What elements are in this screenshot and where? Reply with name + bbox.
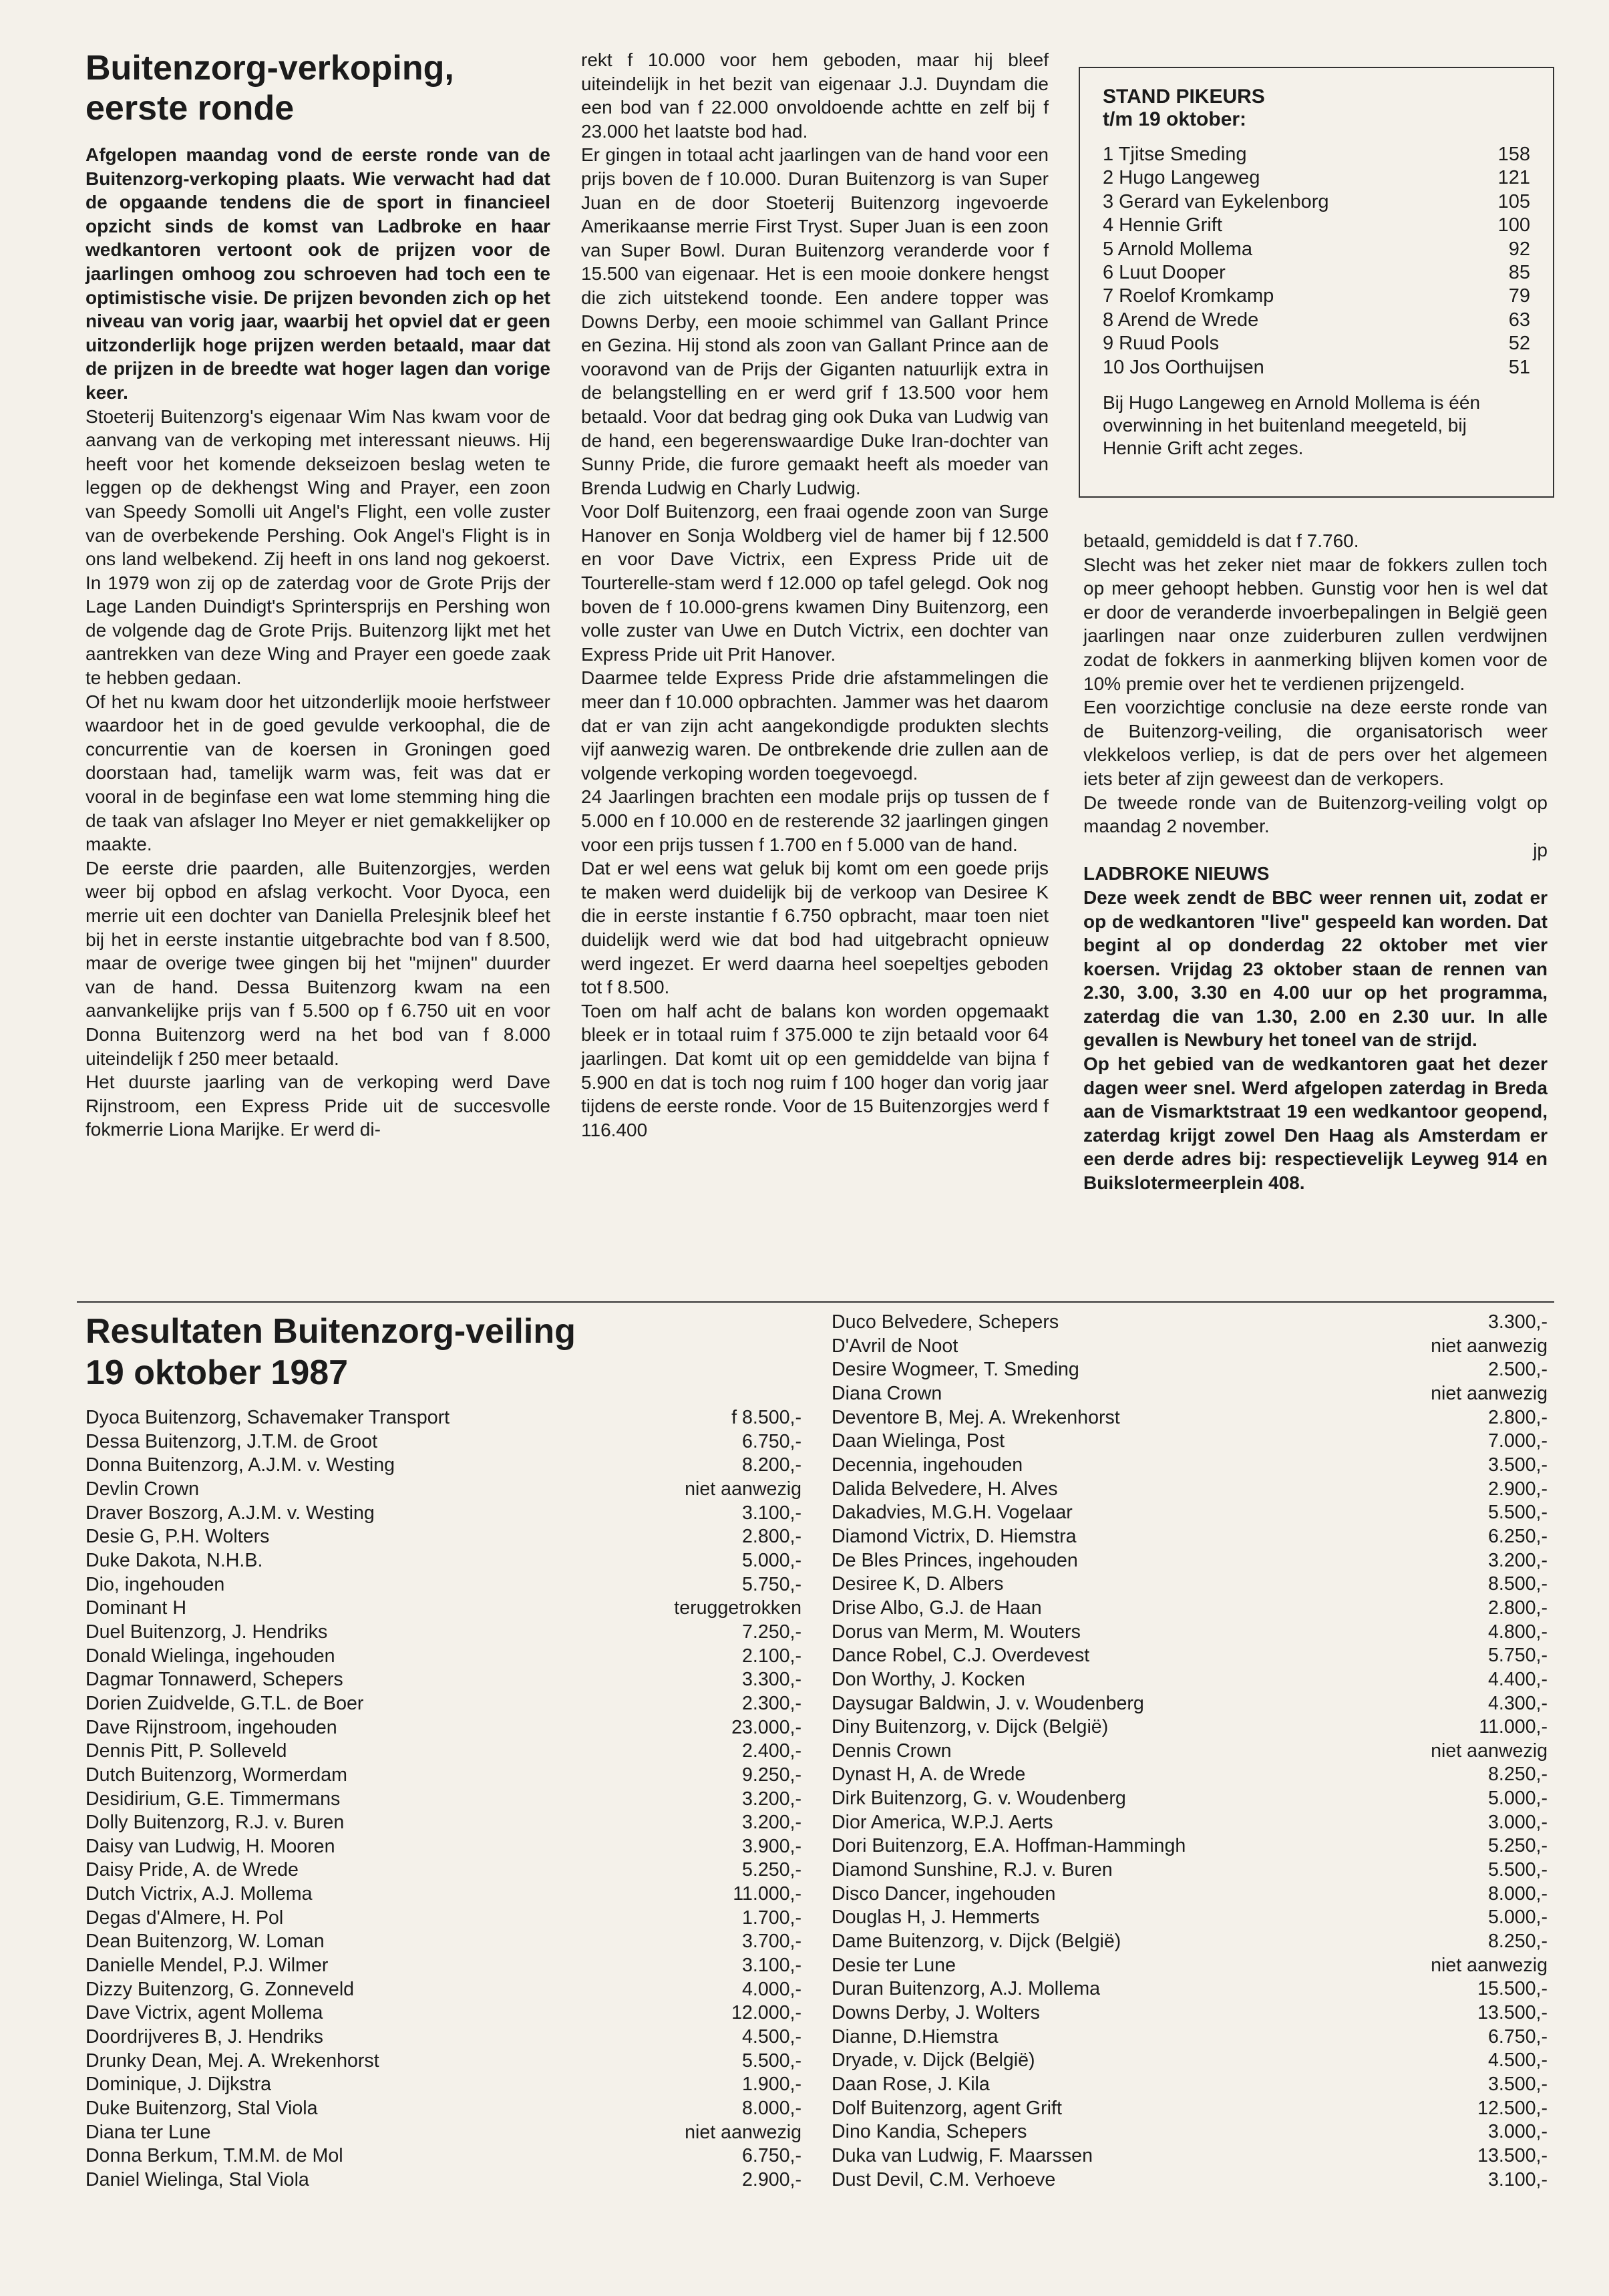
- horse-buyer: Dominique, J. Dijkstra: [85, 2074, 272, 2096]
- result-row: [832, 1787, 1548, 1811]
- result-row: [85, 2097, 801, 2121]
- horse-buyer: Dorien Zuidvelde, G.T.L. de Boer: [85, 1692, 364, 1714]
- stand-score: 105: [1497, 190, 1530, 212]
- article-signature: jp: [1533, 839, 1548, 860]
- horse-buyer: D'Avril de Noot: [832, 1335, 958, 1357]
- horse-buyer: Duka van Ludwig, F. Maarssen: [832, 2144, 1093, 2166]
- price: 8.000,-: [741, 2098, 801, 2120]
- result-row: [85, 2144, 801, 2168]
- horse-buyer: Donald Wielinga, ingehouden: [85, 1645, 335, 1667]
- price: 6.750,-: [741, 2145, 801, 2167]
- result-row: [832, 1335, 1548, 1359]
- col2-paragraph: Voor Dolf Buitenzorg, een fraai ogende zoon van Surge Hanover en Sonja Woldberg viel de hamer bij f 12.500 en voor Dave Victrix, een Express Pride uit de Tourterelle-stam werd f 12.000 op tafel gelegd. Ook nog boven de f 10.000-grens kwamen Diny Buitenzorg, een volle zuster van Uwe en Dutch Victrix, een dochter van Express Pride uit Prit Hanover.: [581, 501, 1049, 665]
- ladbroke-paragraph: Deze week zendt de BBC weer rennen uit, zodat er op de wedkantoren "live" gespeeld kan worden. Dat begint al op donderdag 22 oktober met vier koersen. Vrijdag 23 oktober staan de rennen van 2.30, 3.00, 3.30 en 4.00 uur op het programma, zaterdag die van 1.30, 2.00 en 2.30 uur. In alle gevallen is Newbury het toneel van de strijd.: [1083, 886, 1548, 1051]
- result-row: [85, 1549, 801, 1573]
- price: 11.000,-: [1479, 1716, 1548, 1738]
- col1-paragraph: Het duurste jaarling van de verkoping werd Dave Rijnstroom, een Express Pride uit de succesvolle fokmerrie Liona Marijke. Er werd di-: [85, 1072, 550, 1140]
- horse-buyer: Dave Rijnstroom, ingehouden: [85, 1716, 337, 1738]
- result-row: [85, 1430, 801, 1454]
- price: 3.700,-: [741, 1931, 801, 1953]
- stand-row: [1103, 309, 1530, 332]
- stand-score: 158: [1497, 144, 1530, 165]
- horse-buyer: Dakadvies, M.G.H. Vogelaar: [832, 1502, 1073, 1524]
- price: 8.250,-: [1487, 1931, 1548, 1953]
- stand-list: [1103, 143, 1530, 379]
- stand-row: [1103, 166, 1530, 190]
- stand-name: 1 Tjitse Smeding: [1103, 144, 1247, 165]
- horse-buyer: Diny Buitenzorg, v. Dijck (België): [832, 1716, 1109, 1738]
- result-row: [85, 1954, 801, 1978]
- result-row: [85, 1645, 801, 1669]
- stand-name: 6 Luut Dooper: [1103, 262, 1226, 284]
- result-row: [85, 1621, 801, 1645]
- price: 4.800,-: [1487, 1621, 1548, 1643]
- result-row: [85, 1502, 801, 1526]
- horse-buyer: De Bles Princes, ingehouden: [832, 1549, 1078, 1571]
- col2-paragraph: Daarmee telde Express Pride drie afstammelingen die meer dan f 10.000 opbrachten. Jammer was het daarom dat er van zijn acht aangekondigde produkten slechts vijf aanwezig waren. De ontbrekende drie zullen aan de volgende verkoping worden toegevoegd.: [581, 667, 1049, 784]
- price: 5.750,-: [1487, 1645, 1548, 1667]
- horse-buyer: Daniel Wielinga, Stal Viola: [85, 2169, 309, 2190]
- stand-pikeurs-box: [1079, 67, 1554, 498]
- result-row: [832, 1644, 1548, 1668]
- col1-paragraph: Stoeterij Buitenzorg's eigenaar Wim Nas kwam voor de aanvang van de verkoping met interessant nieuws. Hij heeft voor het komende dekseizoen beslag weten te leggen op de dekhengst Wing and Prayer, een zoon van Speedy Somolli uit Angel's Flight, een volle zuster van de overbekende Pershing. Ook Angel's Flight is in ons land welbekend. Zij heeft in ons land nog gekoerst. In 1979 won zij op de zaterdag voor de Grote Prijs der Lage Landen Duindigt's Sprintersprijs en Pershing won de volgende dag de Grote Prijs. Buitenzorg lijkt met het aantrekken van deze Wing and Prayer een goede zaak te hebben gedaan.: [85, 405, 550, 689]
- result-row: [832, 1692, 1548, 1716]
- horse-buyer: Duco Belvedere, Schepers: [832, 1311, 1059, 1333]
- horse-buyer: Desiree K, D. Albers: [832, 1573, 1004, 1595]
- price: 2.900,-: [1487, 1478, 1548, 1500]
- col3-paragraph: Slecht was het zeker niet maar de fokkers zullen toch op meer gehoopt hebben. Gunstig voor hen is wel dat er door de veranderde invoerbepalingen in België geen jaarlingen naar onze zuiderburen zullen verdwijnen zodat de fokkers in aanmerking blijven komen voor de 10% premie over het te verdienen prijzengeld.: [1083, 554, 1548, 694]
- price: 6.750,-: [1487, 2025, 1548, 2047]
- horse-buyer: Daisy van Ludwig, H. Mooren: [85, 1835, 335, 1857]
- price: 8.250,-: [1487, 1764, 1548, 1786]
- stand-name: 7 Roelof Kromkamp: [1103, 285, 1274, 307]
- price: 3.100,-: [741, 1955, 801, 1977]
- horse-buyer: Dior America, W.P.J. Aerts: [832, 1811, 1053, 1833]
- result-row: [85, 2121, 801, 2145]
- stand-title: STAND PIKEURS: [1103, 86, 1265, 108]
- price: 5.250,-: [741, 1859, 801, 1881]
- price: 8.500,-: [1487, 1573, 1548, 1595]
- horse-buyer: Dori Buitenzorg, E.A. Hoffman-Hammingh: [832, 1835, 1186, 1857]
- stand-score: 85: [1508, 262, 1530, 284]
- horse-buyer: Dynast H, A. de Wrede: [832, 1764, 1026, 1786]
- horse-buyer: Donna Berkum, T.M.M. de Mol: [85, 2145, 343, 2167]
- stand-row: [1103, 214, 1530, 237]
- result-row: [832, 1906, 1548, 1930]
- horse-buyer: Dame Buitenzorg, v. Dijck (België): [832, 1931, 1121, 1953]
- price: 3.900,-: [741, 1835, 801, 1857]
- col2-paragraph: 24 Jaarlingen brachten een modale prijs op tussen de f 5.000 en f 10.000 en de resterende 32 jaarlingen gingen voor een prijs tussen f 1.700 en f 5.000 van de hand.: [581, 786, 1049, 855]
- horse-buyer: Don Worthy, J. Kocken: [832, 1668, 1025, 1690]
- col3-paragraph: De tweede ronde van de Buitenzorg-veiling volgt op maandag 2 november.: [1083, 792, 1548, 837]
- price: 5.500,-: [1487, 1859, 1548, 1881]
- stand-name: 3 Gerard van Eykelenborg: [1103, 190, 1329, 212]
- result-row: [832, 1811, 1548, 1835]
- horse-buyer: Dolf Buitenzorg, agent Grift: [832, 2097, 1062, 2119]
- horse-buyer: Douglas H, J. Hemmerts: [832, 1907, 1040, 1929]
- result-row: [85, 1716, 801, 1740]
- stand-name: 8 Arend de Wrede: [1103, 309, 1259, 331]
- result-row: [832, 2097, 1548, 2121]
- price: 8.200,-: [741, 1454, 801, 1476]
- price: 3.500,-: [1487, 2074, 1548, 2095]
- col2-paragraph: Er gingen in totaal acht jaarlingen van de hand voor een prijs boven de f 10.000. Duran Buitenzorg is van Super Juan en de door Stoeterij Buitenzorg ingevoerde Amerikaanse merrie First Tryst. Super Juan is een zoon van Super Bowl. Duran Buitenzorg veranderde voor f 15.500 van eigenaar. Het is een mooie donkere hengst die zich uitstekend toonde. Een andere topper was Downs Derby, een mooie schimmel van Gallant Prince en Gezina. Hij stond als zoon van Gallant Prince aan de vooravond van de Prijs der Giganten natuurlijk extra in de belangstelling en er werd grif f 13.500 voor hem betaald. Voor dat bedrag ging ook Duka van Ludwig van de hand, een begerenswaardige Duke Iran-dochter van Sunny Pride, die furore gemaakt heeft als moeder van Brenda Ludwig en Charly Ludwig.: [581, 144, 1049, 498]
- horse-buyer: Desire Wogmeer, T. Smeding: [832, 1359, 1079, 1381]
- horse-buyer: Dagmar Tonnawerd, Schepers: [85, 1669, 343, 1691]
- stand-score: 121: [1497, 167, 1530, 189]
- price: 3.200,-: [741, 1788, 801, 1810]
- horse-buyer: Dean Buitenzorg, W. Loman: [85, 1931, 325, 1953]
- result-row: [832, 2073, 1548, 2097]
- price: 2.800,-: [1487, 1406, 1548, 1428]
- col3-paragraph: betaald, gemiddeld is dat f 7.760.: [1083, 530, 1359, 551]
- horse-buyer: Downs Derby, J. Wolters: [832, 2002, 1040, 2024]
- horse-buyer: Dessa Buitenzorg, J.T.M. de Groot: [85, 1430, 378, 1452]
- price: 1.900,-: [741, 2074, 801, 2096]
- horse-buyer: Daisy Pride, A. de Wrede: [85, 1859, 299, 1881]
- price: 6.750,-: [741, 1430, 801, 1452]
- price: 2.300,-: [741, 1692, 801, 1714]
- horse-buyer: Devlin Crown: [85, 1478, 200, 1500]
- horse-buyer: Dance Robel, C.J. Overdevest: [832, 1645, 1090, 1667]
- stand-subtitle: t/m 19 oktober:: [1103, 108, 1247, 130]
- price: 3.300,-: [1487, 1311, 1548, 1333]
- price: 12.500,-: [1477, 2097, 1548, 2119]
- result-row: [832, 1834, 1548, 1858]
- price: 13.500,-: [1477, 2002, 1548, 2024]
- price: teruggetrokken: [674, 1597, 801, 1619]
- price: niet aanwezig: [1431, 1740, 1548, 1762]
- result-row: [832, 1621, 1548, 1645]
- result-row: [85, 2073, 801, 2097]
- stand-row: [1103, 356, 1530, 379]
- price: 4.500,-: [741, 2026, 801, 2048]
- stand-score: 100: [1497, 214, 1530, 236]
- result-row: [832, 1382, 1548, 1406]
- result-row: [85, 1858, 801, 1882]
- result-row: [832, 1358, 1548, 1382]
- result-row: [85, 1597, 801, 1621]
- article-lead: Afgelopen maandag vond de eerste ronde van de Buitenzorg-verkoping plaats. Wie verwacht had dat de opgaande tendens die de sport in financieel opzicht sinds de komst van Ladbroke en haar wedkantoren vertoont ook de prijzen voor de jaarlingen omhoog zou schroeven had toch een te optimistische visie. De prijzen bevonden zich op het niveau van vorig jaar, waarbij het opviel dat er geen uitzonderlijk hoge prijzen werden betaald, maar dat de prijzen in de breedte wat hoger lagen dan vorige keer.: [85, 144, 550, 403]
- price: 12.000,-: [731, 2002, 801, 2024]
- price: niet aanwezig: [1431, 1335, 1548, 1357]
- article-column-1: [85, 48, 550, 1142]
- stand-row: [1103, 238, 1530, 261]
- price: 5.500,-: [741, 2049, 801, 2072]
- result-row: [832, 1311, 1548, 1335]
- result-row: [85, 2025, 801, 2049]
- horse-buyer: Dave Victrix, agent Mollema: [85, 2002, 323, 2024]
- stand-name: 4 Hennie Grift: [1103, 214, 1222, 236]
- horse-buyer: Dryade, v. Dijck (België): [832, 2049, 1035, 2072]
- horse-buyer: Desie ter Lune: [832, 1954, 956, 1976]
- result-row: [85, 1573, 801, 1597]
- horse-buyer: Diana Crown: [832, 1382, 942, 1404]
- price: 3.500,-: [1487, 1454, 1548, 1476]
- horse-buyer: Diamond Victrix, D. Hiemstra: [832, 1525, 1077, 1547]
- result-row: [85, 2168, 801, 2192]
- col2-paragraph: rekt f 10.000 voor hem geboden, maar hij bleef uiteindelijk in het bezit van eigenaar J.J. Duyndam die een bod van f 22.000 onvoldoende achtte en zelf bij f 23.000 het laatste bod had.: [581, 49, 1049, 142]
- result-row: [832, 1977, 1548, 2001]
- horse-buyer: Disco Dancer, ingehouden: [832, 1882, 1056, 1905]
- horse-buyer: Dalida Belvedere, H. Alves: [832, 1478, 1058, 1500]
- stand-score: 79: [1508, 285, 1530, 307]
- result-row: [832, 1525, 1548, 1549]
- horse-buyer: Dutch Buitenzorg, Wormerdam: [85, 1764, 347, 1786]
- article-title: Buitenzorg-verkoping, eerste ronde: [85, 49, 454, 128]
- result-row: [832, 1478, 1548, 1502]
- stand-row: [1103, 332, 1530, 355]
- horse-buyer: Duel Buitenzorg, J. Hendriks: [85, 1621, 328, 1643]
- result-row: [85, 1668, 801, 1692]
- price: 3.000,-: [1487, 2121, 1548, 2143]
- price: 2.900,-: [741, 2169, 801, 2190]
- price: 11.000,-: [733, 1883, 801, 1905]
- horse-buyer: Dyoca Buitenzorg, Schavemaker Transport: [85, 1407, 450, 1428]
- result-row: [85, 1764, 801, 1788]
- horse-buyer: Degas d'Almere, H. Pol: [85, 1907, 284, 1929]
- result-row: [832, 2120, 1548, 2144]
- price: 3.200,-: [1487, 1549, 1548, 1571]
- horse-buyer: Duke Dakota, N.H.B.: [85, 1549, 263, 1571]
- stand-score: 63: [1508, 309, 1530, 331]
- result-row: [85, 1788, 801, 1812]
- result-row: [85, 1811, 801, 1835]
- horse-buyer: Daysugar Baldwin, J. v. Woudenberg: [832, 1692, 1144, 1714]
- horse-buyer: Dizzy Buitenzorg, G. Zonneveld: [85, 1978, 355, 2000]
- result-row: [85, 1406, 801, 1430]
- price: niet aanwezig: [1431, 1382, 1548, 1404]
- result-row: [832, 2144, 1548, 2168]
- stand-name: 9 Ruud Pools: [1103, 333, 1220, 355]
- horse-buyer: Dino Kandia, Schepers: [832, 2121, 1027, 2143]
- horse-buyer: Dennis Pitt, P. Solleveld: [85, 1740, 287, 1762]
- article-column-3: [1083, 529, 1548, 1195]
- price: 5.250,-: [1487, 1835, 1548, 1857]
- price: 5.000,-: [1487, 1907, 1548, 1929]
- stand-name: 5 Arnold Mollema: [1103, 238, 1253, 260]
- price: 5.000,-: [741, 1549, 801, 1571]
- horse-buyer: Danielle Mendel, P.J. Wilmer: [85, 1955, 329, 1977]
- stand-note: Bij Hugo Langeweg en Arnold Mollema is één overwinning in het buitenland meegeteld, bij Hennie Grift acht zeges.: [1103, 392, 1481, 459]
- col3-paragraph: Een voorzichtige conclusie na deze eerste ronde van de Buitenzorg-veiling, die organisatorisch weer vlekkeloos verliep, is dat de pers over het algemeen iets beter af zijn geweest dan de verkopers.: [1083, 697, 1548, 789]
- result-row: [832, 1430, 1548, 1454]
- horse-buyer: Duke Buitenzorg, Stal Viola: [85, 2098, 318, 2120]
- horse-buyer: Dust Devil, C.M. Verhoeve: [832, 2168, 1056, 2190]
- result-row: [832, 2049, 1548, 2073]
- price: 15.500,-: [1477, 1978, 1548, 2000]
- price: 5.750,-: [741, 1573, 801, 1595]
- result-row: [832, 1740, 1548, 1764]
- price: 4.500,-: [1487, 2049, 1548, 2072]
- price: niet aanwezig: [1431, 1954, 1548, 1976]
- ladbroke-title: LADBROKE NIEUWS: [1083, 863, 1270, 884]
- result-row: [85, 1907, 801, 1931]
- horse-buyer: Dennis Crown: [832, 1740, 952, 1762]
- price: 3.100,-: [1487, 2168, 1548, 2190]
- price: 3.200,-: [741, 1812, 801, 1834]
- price: 9.250,-: [741, 1764, 801, 1786]
- column-1-body: [85, 405, 550, 1142]
- results-table-right: [832, 1311, 1548, 2192]
- price: 4.400,-: [1487, 1668, 1548, 1690]
- price: niet aanwezig: [685, 1478, 801, 1500]
- result-row: [85, 2001, 801, 2025]
- stand-row: [1103, 261, 1530, 285]
- result-row: [832, 1573, 1548, 1597]
- stand-name: 2 Hugo Langeweg: [1103, 167, 1260, 189]
- horse-buyer: Deventore B, Mej. A. Wrekenhorst: [832, 1406, 1120, 1428]
- result-row: [832, 1454, 1548, 1478]
- result-row: [832, 1549, 1548, 1573]
- result-row: [85, 1930, 801, 1954]
- result-row: [832, 1763, 1548, 1787]
- price: 5.000,-: [1487, 1788, 1548, 1810]
- horse-buyer: Dianne, D.Hiemstra: [832, 2025, 999, 2047]
- result-row: [85, 1882, 801, 1907]
- result-row: [832, 1501, 1548, 1525]
- horse-buyer: Drise Albo, G.J. de Haan: [832, 1597, 1042, 1619]
- price: 8.000,-: [1487, 1882, 1548, 1905]
- result-row: [832, 1954, 1548, 1978]
- horse-buyer: Dominant H: [85, 1597, 186, 1619]
- result-row: [832, 2001, 1548, 2025]
- result-row: [832, 2168, 1548, 2192]
- result-row: [85, 1525, 801, 1549]
- horse-buyer: Dio, ingehouden: [85, 1573, 225, 1595]
- horse-buyer: Dorus van Merm, M. Wouters: [832, 1621, 1081, 1643]
- col2-paragraph: Toen om half acht de balans kon worden opgemaakt bleek er in totaal ruim f 375.000 te zijn betaald voor 64 jaarlingen. Dat komt uit op een gemiddelde van bijna f 5.900 en dat is toch nog ruim f 100 hoger dan vorig jaar tijdens de eerste ronde. Voor de 15 Buitenzorgjes werd f 116.400: [581, 1000, 1049, 1140]
- result-row: [85, 1692, 801, 1716]
- col1-paragraph: De eerste drie paarden, alle Buitenzorgjes, werden weer bij opbod en afslag verkocht. Voor Dyoca, een merrie uit een dochter van Daniella Prelesjnik bleef het bij het in eerste instantie uitgebrachte bod van f 8.500, maar de overige twee gingen bij het "mijnen" duurder van de hand. Dessa Buitenzorg kwam na een aanvankelijke prijs van f 5.500 op f 6.750 uit en voor Donna Buitenzorg werd na het bod van f 8.000 uiteindelijk f 250 meer betaald.: [85, 857, 550, 1069]
- stand-name: 10 Jos Oorthuijsen: [1103, 356, 1264, 378]
- result-row: [832, 1930, 1548, 1954]
- price: niet aanwezig: [685, 2121, 801, 2143]
- price: 1.700,-: [741, 1907, 801, 1929]
- stand-score: 52: [1508, 333, 1530, 355]
- horse-buyer: Drunky Dean, Mej. A. Wrekenhorst: [85, 2049, 379, 2072]
- horse-buyer: Doordrijveres B, J. Hendriks: [85, 2026, 323, 2048]
- horse-buyer: Dolly Buitenzorg, R.J. v. Buren: [85, 1812, 345, 1834]
- ladbroke-paragraph: Op het gebied van de wedkantoren gaat het dezer dagen weer snel. Werd afgelopen zaterdag in Breda aan de Vismarktstraat 19 een wedkantoor geopend, zaterdag krijgt zowel Den Haag als Amsterdam er een derde adres bij: respectievelijk Leyweg 914 en Buikslotermeerplein 408.: [1083, 1053, 1548, 1194]
- stand-score: 51: [1508, 356, 1530, 378]
- horse-buyer: Desidirium, G.E. Timmermans: [85, 1788, 341, 1810]
- horse-buyer: Daan Wielinga, Post: [832, 1430, 1005, 1452]
- price: 4.000,-: [741, 1978, 801, 2000]
- price: 5.500,-: [1487, 1502, 1548, 1524]
- result-row: [832, 1858, 1548, 1882]
- result-row: [85, 1478, 801, 1502]
- price: 2.500,-: [1487, 1359, 1548, 1381]
- horse-buyer: Desie G, P.H. Wolters: [85, 1526, 270, 1548]
- price: 6.250,-: [1487, 1525, 1548, 1547]
- price: 7.000,-: [1487, 1430, 1548, 1452]
- col1-paragraph: Of het nu kwam door het uitzonderlijk mooie herfstweer waardoor het in de goed gevulde verkoophal, die de concurrentie van de koersen in Groningen goed doorstaan had, tamelijk warm was, feit was dat er vooral in de beginfase een wat lome stemming hing die de taak van afslager Ino Meyer er niet gemakkelijker op maakte.: [85, 691, 550, 855]
- horse-buyer: Diamond Sunshine, R.J. v. Buren: [832, 1859, 1113, 1881]
- price: 23.000,-: [731, 1716, 801, 1738]
- section-divider: [77, 1301, 1554, 1303]
- horse-buyer: Diana ter Lune: [85, 2121, 211, 2143]
- result-row: [832, 1715, 1548, 1740]
- price: 2.100,-: [741, 1645, 801, 1667]
- result-row: [85, 1740, 801, 1764]
- result-row: [832, 1882, 1548, 1907]
- price: 2.800,-: [1487, 1597, 1548, 1619]
- stand-row: [1103, 143, 1530, 166]
- price: 3.000,-: [1487, 1811, 1548, 1833]
- price: 3.300,-: [741, 1669, 801, 1691]
- price: 7.250,-: [741, 1621, 801, 1643]
- price: 4.300,-: [1487, 1692, 1548, 1714]
- horse-buyer: Decennia, ingehouden: [832, 1454, 1023, 1476]
- price: 13.500,-: [1477, 2144, 1548, 2166]
- horse-buyer: Dutch Victrix, A.J. Mollema: [85, 1883, 313, 1905]
- result-row: [85, 1835, 801, 1859]
- article-column-2: [581, 48, 1049, 1142]
- horse-buyer: Duran Buitenzorg, A.J. Mollema: [832, 1978, 1101, 2000]
- result-row: [832, 2025, 1548, 2049]
- stand-row: [1103, 190, 1530, 214]
- stand-row: [1103, 285, 1530, 308]
- horse-buyer: Daan Rose, J. Kila: [832, 2074, 990, 2095]
- result-row: [85, 1978, 801, 2002]
- results-table-left: [85, 1406, 801, 2192]
- horse-buyer: Draver Boszorg, A.J.M. v. Westing: [85, 1502, 375, 1524]
- result-row: [85, 1454, 801, 1478]
- result-row: [832, 1597, 1548, 1621]
- col2-paragraph: Dat er wel eens wat geluk bij komt om een goede prijs te maken werd duidelijk bij de verkoop van Desiree K die in eerste instantie f 6.750 opbracht, maar toen niet duidelijk werd wie dat bod had uitgebracht opnieuw werd ingezet. Er werd daarna heel soepeltjes geboden tot f 8.500.: [581, 858, 1049, 998]
- price: 2.400,-: [741, 1740, 801, 1762]
- result-row: [832, 1668, 1548, 1692]
- price: f 8.500,-: [731, 1407, 801, 1428]
- horse-buyer: Dirk Buitenzorg, G. v. Woudenberg: [832, 1788, 1126, 1810]
- price: 2.800,-: [741, 1526, 801, 1548]
- result-row: [832, 1406, 1548, 1430]
- price: 3.100,-: [741, 1502, 801, 1524]
- horse-buyer: Donna Buitenzorg, A.J.M. v. Westing: [85, 1454, 395, 1476]
- result-row: [85, 2049, 801, 2074]
- results-title: Resultaten Buitenzorg-veiling 19 oktober 1987: [85, 1312, 576, 1392]
- stand-score: 92: [1508, 238, 1530, 260]
